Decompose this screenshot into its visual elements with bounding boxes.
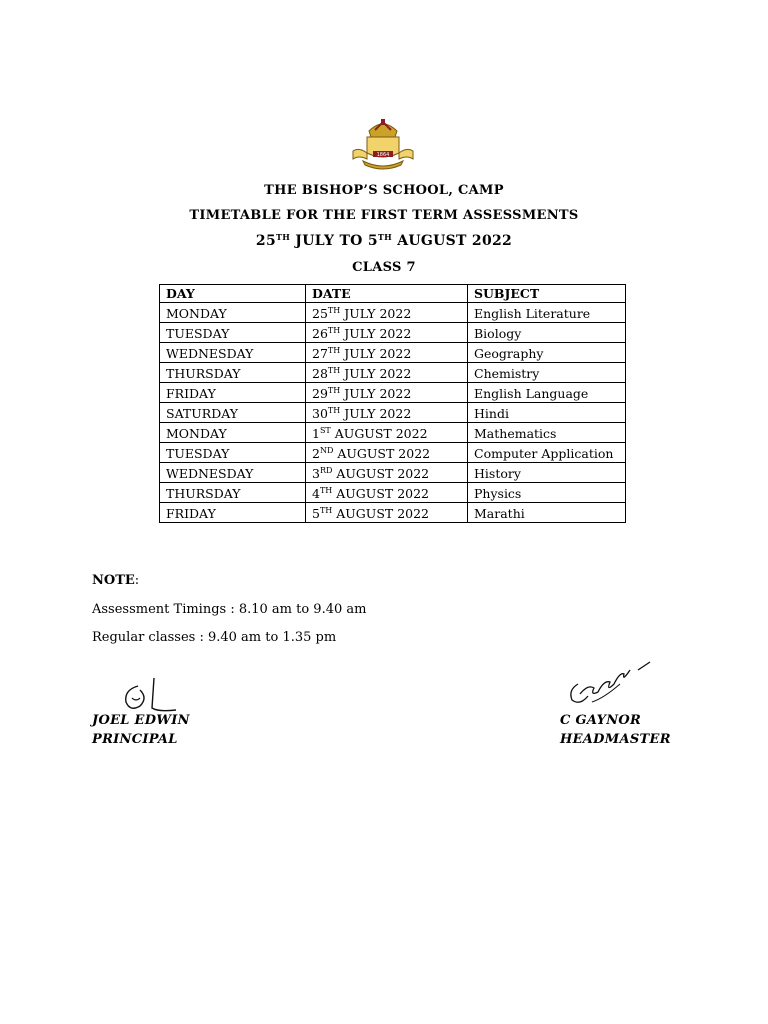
cell-date: 29TH JULY 2022: [306, 382, 468, 402]
principal-signature: [118, 676, 180, 716]
cell-date: 3RD AUGUST 2022: [306, 462, 468, 482]
headmaster-name: C GAYNOR: [560, 713, 642, 728]
table-row: [160, 402, 626, 422]
cell-date: 4TH AUGUST 2022: [306, 482, 468, 502]
cell-day: FRIDAY: [160, 502, 306, 522]
timetable-title: TIMETABLE FOR THE FIRST TERM ASSESSMENTS: [189, 208, 579, 223]
crest-year: 1864: [376, 152, 390, 158]
table-row: [160, 462, 626, 482]
cell-subject: English Literature: [468, 302, 626, 322]
cell-day: MONDAY: [160, 422, 306, 442]
assessment-timings: Assessment Timings : 8.10 am to 9.40 am: [92, 602, 367, 617]
cell-subject: Chemistry: [468, 362, 626, 382]
cell-date: 26TH JULY 2022: [306, 322, 468, 342]
cell-day: FRIDAY: [160, 382, 306, 402]
school-name: THE BISHOP’S SCHOOL, CAMP: [264, 183, 504, 198]
headmaster-role: HEADMASTER: [560, 732, 671, 747]
cell-date: 30TH JULY 2022: [306, 402, 468, 422]
cell-day: THURSDAY: [160, 362, 306, 382]
class-label: CLASS 7: [352, 260, 416, 275]
timetable-table: [159, 284, 626, 523]
cell-date: 25TH JULY 2022: [306, 302, 468, 322]
headmaster-signature: [564, 654, 654, 712]
cell-subject: Marathi: [468, 502, 626, 522]
cell-subject: History: [468, 462, 626, 482]
date-range: 25TH JULY TO 5TH AUGUST 2022: [255, 232, 513, 249]
cell-day: WEDNESDAY: [160, 462, 306, 482]
note-heading: NOTE:: [92, 573, 140, 588]
table-row: [160, 482, 626, 502]
cell-date: 5TH AUGUST 2022: [306, 502, 468, 522]
cell-day: MONDAY: [160, 302, 306, 322]
cell-day: TUESDAY: [160, 442, 306, 462]
cell-date: 28TH JULY 2022: [306, 362, 468, 382]
header-date: DATE: [306, 285, 468, 303]
table-row: [160, 382, 626, 402]
regular-classes: Regular classes : 9.40 am to 1.35 pm: [92, 630, 337, 645]
cell-subject: Hindi: [468, 402, 626, 422]
table-row: [160, 342, 626, 362]
principal-role: PRINCIPAL: [92, 732, 178, 747]
cell-subject: Computer Application: [468, 442, 626, 462]
principal-name: JOEL EDWIN: [92, 713, 190, 728]
table-row: [160, 442, 626, 462]
timetable-body: [160, 302, 626, 522]
cell-day: WEDNESDAY: [160, 342, 306, 362]
header-day: DAY: [160, 285, 306, 303]
cell-date: 27TH JULY 2022: [306, 342, 468, 362]
cell-subject: Mathematics: [468, 422, 626, 442]
cell-day: SATURDAY: [160, 402, 306, 422]
school-crest-logo: [349, 117, 417, 171]
cell-date: 1ST AUGUST 2022: [306, 422, 468, 442]
cell-subject: English Language: [468, 382, 626, 402]
header-subject: SUBJECT: [468, 285, 626, 303]
table-row: [160, 302, 626, 322]
table-row: [160, 322, 626, 342]
table-header-row: [160, 285, 626, 303]
cell-subject: Physics: [468, 482, 626, 502]
cell-day: THURSDAY: [160, 482, 306, 502]
cell-day: TUESDAY: [160, 322, 306, 342]
table-row: [160, 422, 626, 442]
cell-subject: Biology: [468, 322, 626, 342]
cell-subject: Geography: [468, 342, 626, 362]
table-row: [160, 362, 626, 382]
table-row: [160, 502, 626, 522]
cell-date: 2ND AUGUST 2022: [306, 442, 468, 462]
